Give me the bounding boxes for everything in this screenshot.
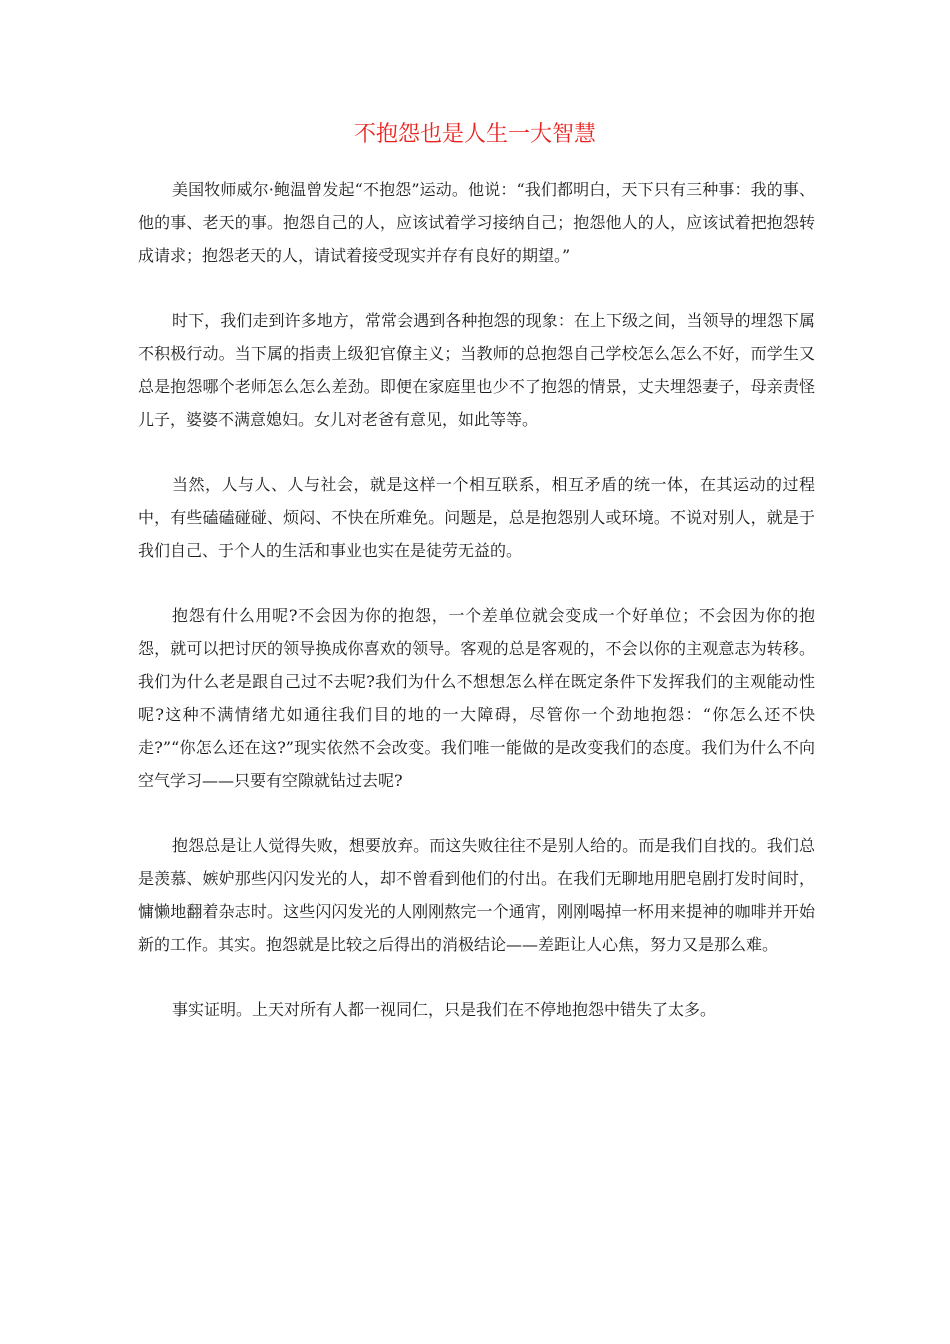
paragraph-3: 当然，人与人、人与社会，就是这样一个相互联系，相互矛盾的统一体，在其运动的过程中，有些磕磕碰碰、烦闷、不快在所难免。问题是，总是抱怨别人或环境。不说对别人，就是于我们自己、于个人的生活和事业也实在是徒劳无益的。 xyxy=(138,475,815,560)
paragraph-4: 抱怨有什么用呢?不会因为你的抱怨，一个差单位就会变成一个好单位；不会因为你的抱怨，就可以把讨厌的领导换成你喜欢的领导。客观的总是客观的，不会以你的主观意志为转移。我们为什么老是跟自己过不去呢?我们为什么不想想怎么样在既定条件下发挥我们的主观能动性呢?这种不满情绪尤如通往我们目的地的一大障碍，尽管你一个劲地抱怨：“你怎么还不快走?”“你怎么还在这?”现实依然不会改变。我们唯一能做的是改变我们的态度。我们为什么不向空气学习——只要有空隙就钻过去呢? xyxy=(138,606,815,790)
paragraph-5: 抱怨总是让人觉得失败，想要放弃。而这失败往往不是别人给的。而是我们自找的。我们总是羡慕、嫉妒那些闪闪发光的人，却不曾看到他们的付出。在我们无聊地用肥皂剧打发时间时，慵懒地翻着杂志时。这些闪闪发光的人刚刚熬完一个通宵，刚刚喝掉一杯用来提神的咖啡并开始新的工作。其实。抱怨就是比较之后得出的消极结论——差距让人心焦，努力又是那么难。 xyxy=(138,836,815,954)
paragraph-1: 美国牧师威尔·鲍温曾发起“不抱怨”运动。他说：“我们都明白，天下只有三种事：我的事、他的事、老天的事。抱怨自己的人，应该试着学习接纳自己；抱怨他人的人，应该试着把抱怨转成请求；抱怨老天的人，请试着接受现实并存有良好的期望。” xyxy=(138,180,815,265)
document-title: 不抱怨也是人生一大智慧 xyxy=(353,122,596,147)
paragraph-6: 事实证明。上天对所有人都一视同仁，只是我们在不停地抱怨中错失了太多。 xyxy=(172,1000,717,1019)
paragraph-2: 时下，我们走到许多地方，常常会遇到各种抱怨的现象：在上下级之间，当领导的埋怨下属不积极行动。当下属的指责上级犯官僚主义；当教师的总抱怨自己学校怎么怎么不好，而学生又总是抱怨哪个老师怎么怎么差劲。即便在家庭里也少不了抱怨的情景，丈夫埋怨妻子，母亲责怪儿子，婆婆不满意媳妇。女儿对老爸有意见，如此等等。 xyxy=(138,311,815,429)
document-body xyxy=(138,173,815,1026)
